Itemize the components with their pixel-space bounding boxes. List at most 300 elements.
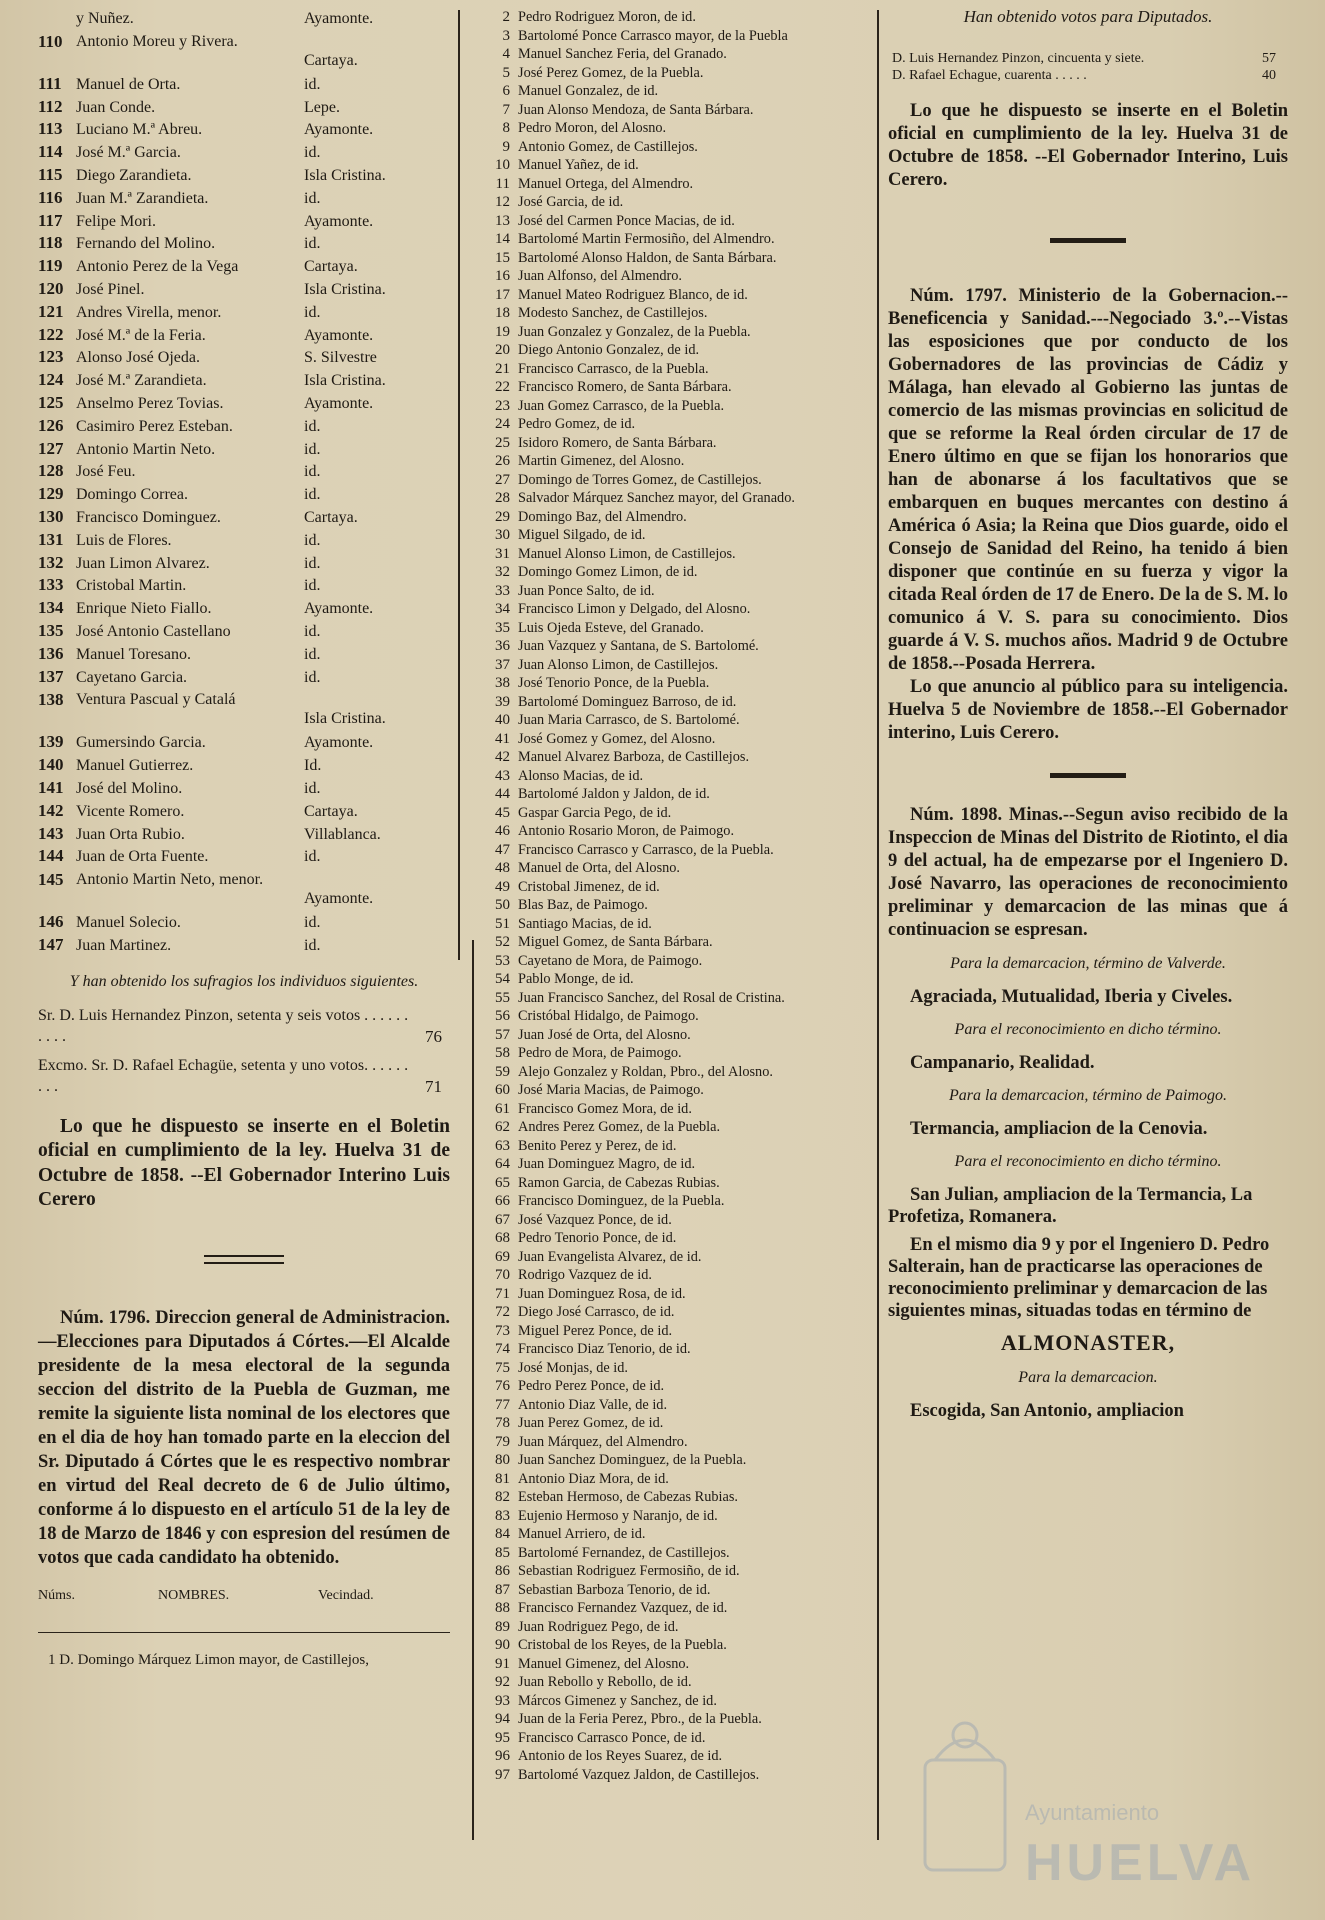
elector-number: 56 bbox=[495, 1008, 510, 1024]
elector-number: 113 bbox=[38, 119, 63, 139]
elector-name: Manuel Toresano. bbox=[76, 645, 191, 663]
elector-place: id. bbox=[304, 531, 321, 549]
elector-row bbox=[478, 970, 868, 989]
elector-number: 71 bbox=[495, 1285, 510, 1302]
elector-number: 36 bbox=[495, 638, 510, 654]
elector-number: 142 bbox=[38, 800, 64, 820]
elector-number: 137 bbox=[38, 666, 64, 686]
elector-entry: Antonio Diaz Mora, de id. bbox=[518, 1470, 669, 1487]
elector-row bbox=[38, 392, 450, 415]
elector-number: 135 bbox=[38, 620, 64, 640]
elector-row bbox=[478, 489, 868, 508]
elector-entry: Cristobal de los Reyes, de la Puebla. bbox=[518, 1637, 727, 1653]
elector-number: 53 bbox=[495, 952, 510, 969]
elector-number: 138 bbox=[38, 690, 64, 710]
elector-name: Antonio Moreu y Rivera. bbox=[76, 32, 238, 50]
elector-number: 120 bbox=[38, 278, 64, 298]
elector-number: 118 bbox=[38, 233, 63, 253]
elector-number: 4 bbox=[502, 46, 510, 62]
elector-row bbox=[478, 434, 868, 453]
elector-row bbox=[478, 323, 868, 342]
elector-number: 10 bbox=[495, 157, 510, 173]
elector-number: 131 bbox=[38, 529, 64, 549]
elector-number: 141 bbox=[38, 777, 64, 797]
elector-place: Cartaya. bbox=[304, 258, 358, 276]
elector-number: 39 bbox=[495, 693, 510, 710]
vote-text: D. Luis Hernandez Pinzon, cincuenta y siete. bbox=[892, 51, 1145, 66]
almonaster-heading: ALMONASTER, bbox=[1000, 1330, 1176, 1355]
elector-number: 126 bbox=[38, 415, 64, 435]
elector-row bbox=[478, 748, 868, 767]
elector-number: 128 bbox=[38, 461, 64, 481]
notice-public: Lo que anuncio al público para su inteligencia. Huelva 5 de Noviembre de 1858.--El Gobernador interino, Luis Cerero. bbox=[888, 677, 1288, 743]
elector-row bbox=[478, 1007, 868, 1026]
elector-number: 26 bbox=[495, 453, 510, 469]
elector-place: Isla Cristina. bbox=[304, 710, 386, 728]
first-entry: 1 D. Domingo Márquez Limon mayor, de Castillejos, bbox=[48, 1651, 370, 1668]
elector-row bbox=[478, 785, 868, 804]
elector-row bbox=[478, 1618, 868, 1637]
elector-name: Francisco Dominguez. bbox=[76, 508, 221, 526]
elector-entry: Pedro Rodriguez Moron, de id. bbox=[518, 9, 696, 25]
elector-number: 17 bbox=[495, 286, 510, 303]
elector-number: 132 bbox=[38, 552, 64, 572]
elector-row bbox=[478, 582, 868, 601]
elector-name: José M.ª Zarandieta. bbox=[76, 372, 207, 390]
elector-entry: Alonso Macias, de id. bbox=[518, 767, 644, 784]
elector-number: 97 bbox=[495, 1766, 510, 1783]
elector-place: id. bbox=[304, 577, 321, 595]
elector-name: Antonio Martin Neto. bbox=[76, 440, 216, 458]
elector-number: 68 bbox=[495, 1230, 510, 1246]
elector-number: 110 bbox=[38, 31, 63, 51]
elector-row bbox=[478, 804, 868, 823]
elector-entry: Juan José de Orta, del Alosno. bbox=[518, 1026, 691, 1043]
elector-entry: Martin Gimenez, del Alosno. bbox=[518, 453, 685, 469]
elector-row bbox=[478, 212, 868, 231]
elector-row bbox=[478, 1451, 868, 1470]
elector-entry: Pedro Moron, del Alosno. bbox=[518, 120, 667, 136]
vote-count: 40 bbox=[1262, 68, 1276, 83]
elector-number: 144 bbox=[38, 846, 64, 866]
elector-row bbox=[38, 529, 450, 552]
elector-number: 31 bbox=[495, 545, 510, 562]
elector-entry: Bartolomé Jaldon y Jaldon, de id. bbox=[518, 786, 710, 802]
elector-row bbox=[478, 1710, 868, 1729]
elector-entry: Juan Vazquez y Santana, de S. Bartolomé. bbox=[518, 638, 759, 654]
elector-name: Andres Virella, menor. bbox=[76, 303, 222, 321]
elector-number: 51 bbox=[495, 915, 510, 932]
elector-number: 134 bbox=[38, 598, 64, 618]
elector-row bbox=[478, 1248, 868, 1267]
elector-number: 21 bbox=[495, 360, 510, 377]
elector-number: 139 bbox=[38, 732, 64, 752]
elector-entry: Manuel Mateo Rodriguez Blanco, de id. bbox=[518, 286, 748, 303]
notice-1796: Núm. 1796. Direccion general de Administracion.—Elecciones para Diputados á Córtes.—El Alcalde presidente de la mesa electoral de la segunda seccion del distrito de la Puebla de Guzman, me remite la siguiente lista nominal de los electores que en el dia de hoy han tomado parte en la eleccion del Sr. Diputado á Córtes que le es respectivo nombrar en virtud del Real decreto de 6 de Julio último, conforme á lo dispuesto en el artículo 51 de la ley de 18 de Marzo de 1846 y con espresion del resúmen de votos que cada candidato ha obtenido. bbox=[38, 1307, 450, 1568]
elector-name: Manuel Gutierrez. bbox=[76, 757, 194, 775]
elector-number: 147 bbox=[38, 934, 64, 954]
elector-number: 54 bbox=[495, 971, 510, 987]
elector-entry: Diego José Carrasco, de id. bbox=[518, 1304, 675, 1320]
elector-number: 70 bbox=[495, 1267, 510, 1283]
elector-entry: Miguel Silgado, de id. bbox=[518, 527, 646, 543]
elector-row bbox=[478, 730, 868, 749]
elector-name: Juan Martinez. bbox=[76, 936, 172, 954]
elector-entry: Juan Sanchez Dominguez, de la Puebla. bbox=[518, 1452, 747, 1468]
elector-number: 67 bbox=[495, 1211, 510, 1228]
elector-entry: Benito Perez y Perez, de id. bbox=[518, 1137, 677, 1154]
elector-number: 64 bbox=[495, 1156, 510, 1172]
elector-row bbox=[38, 8, 450, 30]
elector-entry: José Garcia, de id. bbox=[518, 194, 624, 210]
elector-row bbox=[38, 574, 450, 597]
elector-number: 87 bbox=[495, 1581, 510, 1598]
elector-entry: Manuel Sanchez Feria, del Granado. bbox=[518, 46, 727, 62]
elector-number: 146 bbox=[38, 912, 64, 932]
elector-number: 6 bbox=[502, 83, 510, 99]
elector-entry: Cayetano de Mora, de Paimogo. bbox=[518, 952, 703, 969]
elector-number: 65 bbox=[495, 1174, 510, 1191]
elector-row bbox=[478, 1636, 868, 1655]
elector-entry: Francisco Limon y Delgado, del Alosno. bbox=[518, 601, 751, 617]
elector-row bbox=[38, 187, 450, 210]
mines-list: San Julian, ampliacion de la Termancia, La Profetiza, Romanera. bbox=[888, 1185, 1253, 1227]
elector-number: 74 bbox=[495, 1341, 510, 1357]
elector-place: id. bbox=[304, 779, 321, 797]
elector-entry: Sebastian Barboza Tenorio, de id. bbox=[518, 1581, 711, 1598]
elector-row bbox=[478, 896, 868, 915]
elector-row bbox=[38, 73, 450, 96]
elector-row bbox=[478, 193, 868, 212]
elector-row bbox=[38, 232, 450, 255]
watermark-text-1: Ayuntamiento bbox=[1025, 1800, 1160, 1825]
elector-row bbox=[478, 267, 868, 286]
elector-number: 5 bbox=[502, 64, 510, 81]
elector-name: Anselmo Perez Tovias. bbox=[76, 394, 224, 412]
elector-row bbox=[38, 934, 450, 957]
elector-row bbox=[478, 674, 868, 693]
elector-number: 60 bbox=[495, 1082, 510, 1098]
elector-number: 69 bbox=[495, 1248, 510, 1265]
elector-name: Felipe Mori. bbox=[76, 212, 156, 230]
elector-number: 92 bbox=[495, 1674, 510, 1690]
elector-row bbox=[38, 415, 450, 438]
elector-entry: Juan Alfonso, del Almendro. bbox=[518, 268, 683, 284]
elector-number: 57 bbox=[495, 1026, 510, 1043]
elector-entry: Antonio de los Reyes Suarez, de id. bbox=[518, 1748, 723, 1764]
elector-number: 75 bbox=[495, 1359, 510, 1376]
elector-row bbox=[38, 870, 450, 908]
watermark-text-2: HUELVA bbox=[1025, 1834, 1256, 1892]
elector-list-upper bbox=[38, 8, 450, 957]
elector-entry: Gaspar Garcia Pego, de id. bbox=[518, 804, 672, 821]
elector-number: 121 bbox=[38, 301, 64, 321]
elector-entry: Juan Márquez, del Almendro. bbox=[518, 1433, 688, 1450]
elector-number: 77 bbox=[495, 1396, 510, 1413]
elector-row bbox=[478, 1377, 868, 1396]
elector-number: 123 bbox=[38, 347, 64, 367]
elector-row bbox=[478, 1359, 868, 1378]
elector-row bbox=[478, 138, 868, 157]
elector-name: Juan M.ª Zarandieta. bbox=[76, 189, 209, 207]
elector-entry: Domingo Gomez Limon, de id. bbox=[518, 564, 698, 580]
elector-entry: José Vazquez Ponce, de id. bbox=[518, 1211, 672, 1228]
elector-number: 116 bbox=[38, 187, 63, 207]
elector-place: Ayamonte. bbox=[304, 394, 374, 412]
elector-name: Juan Conde. bbox=[76, 98, 156, 116]
elector-row bbox=[478, 915, 868, 934]
elector-row bbox=[38, 255, 450, 278]
elector-number: 41 bbox=[495, 730, 510, 747]
elector-name: José Pinel. bbox=[76, 280, 145, 298]
elector-row bbox=[38, 690, 450, 728]
elector-row bbox=[478, 1266, 868, 1285]
elector-row bbox=[478, 119, 868, 138]
vote-count: 71 bbox=[425, 1076, 442, 1096]
elector-place: id. bbox=[304, 144, 321, 162]
elector-row bbox=[478, 1414, 868, 1433]
elector-row bbox=[38, 483, 450, 506]
elector-entry: Manuel Alvarez Barboza, de Castillejos. bbox=[518, 749, 750, 765]
elector-name: Vicente Romero. bbox=[76, 802, 185, 820]
elector-entry: Pedro Perez Ponce, de id. bbox=[518, 1378, 665, 1394]
elector-row bbox=[478, 563, 868, 582]
elector-number: 37 bbox=[495, 656, 510, 673]
elector-number: 112 bbox=[38, 96, 63, 116]
elector-entry: José Maria Macias, de Paimogo. bbox=[518, 1082, 704, 1098]
elector-place: Isla Cristina. bbox=[304, 280, 386, 298]
elector-row bbox=[478, 619, 868, 638]
elector-name: Gumersindo Garcia. bbox=[76, 734, 206, 752]
elector-entry: Francisco Gomez Mora, de id. bbox=[518, 1100, 692, 1117]
column-left bbox=[38, 8, 450, 1670]
mines-list: Termancia, ampliacion de la Cenovia. bbox=[910, 1119, 1208, 1139]
elector-number: 14 bbox=[495, 231, 510, 247]
elector-number: 24 bbox=[495, 416, 510, 432]
elector-row bbox=[478, 859, 868, 878]
elector-number: 40 bbox=[495, 712, 510, 728]
elector-entry: Juan Evangelista Alvarez, de id. bbox=[518, 1248, 702, 1265]
elector-number: 15 bbox=[495, 249, 510, 266]
elector-row bbox=[478, 508, 868, 527]
elector-number: 3 bbox=[502, 27, 510, 44]
official-notice: Lo que he dispuesto se inserte en el Boletin oficial en cumplimiento de la ley. Huelva 31 de Octubre de 1858. --El Gobernador Interino Luis Cerero bbox=[38, 1115, 450, 1211]
elector-row bbox=[478, 1729, 868, 1748]
vote-text: Sr. D. Luis Hernandez Pinzon, setenta y seis votos . . . . . . . . . . bbox=[38, 1006, 409, 1045]
elector-row bbox=[478, 878, 868, 897]
elector-row bbox=[478, 526, 868, 545]
elector-name: Diego Zarandieta. bbox=[76, 166, 192, 184]
elector-row bbox=[478, 656, 868, 675]
vote-line-pinzon bbox=[38, 1005, 450, 1047]
elector-name: José M.ª de la Feria. bbox=[76, 326, 206, 344]
table-header bbox=[38, 1588, 450, 1604]
elector-number: 29 bbox=[495, 508, 510, 525]
elector-row bbox=[38, 278, 450, 301]
elector-entry: Juan Maria Carrasco, de S. Bartolomé. bbox=[518, 712, 740, 728]
elector-number: 78 bbox=[495, 1415, 510, 1431]
vote-text: D. Rafael Echague, cuarenta . . . . . bbox=[892, 68, 1087, 83]
elector-number: 122 bbox=[38, 324, 64, 344]
elector-row bbox=[38, 620, 450, 643]
elector-entry: Santiago Macias, de id. bbox=[518, 915, 652, 932]
elector-entry: Ramon Garcia, de Cabezas Rubias. bbox=[518, 1174, 720, 1191]
elector-number: 50 bbox=[495, 897, 510, 913]
elector-entry: Bartolomé Martin Fermosiño, del Almendro. bbox=[518, 231, 775, 247]
header-names: NOMBRES. bbox=[158, 1587, 230, 1603]
elector-entry: Manuel Gonzalez, de id. bbox=[518, 83, 659, 99]
elector-place: id. bbox=[304, 645, 321, 663]
elector-row bbox=[478, 933, 868, 952]
elector-row bbox=[38, 552, 450, 575]
elector-entry: Blas Baz, de Paimogo. bbox=[518, 897, 648, 913]
elector-number: 82 bbox=[495, 1489, 510, 1505]
elector-row bbox=[38, 118, 450, 141]
elector-entry: Manuel Gimenez, del Alosno. bbox=[518, 1655, 690, 1672]
official-notice: Lo que he dispuesto se inserte en el Boletin oficial en cumplimiento de la ley. Huelva 31 de Octubre de 1858. --El Gobernador Interino, Luis Cerero. bbox=[888, 101, 1288, 190]
elector-entry: Cristobal Jimenez, de id. bbox=[518, 878, 660, 895]
elector-entry: Pablo Monge, de id. bbox=[518, 971, 634, 987]
elector-row bbox=[478, 175, 868, 194]
elector-row bbox=[478, 545, 868, 564]
vote-line-pinzon bbox=[888, 50, 1288, 67]
elector-place: Ayamonte. bbox=[304, 326, 374, 344]
elector-row bbox=[478, 1673, 868, 1692]
elector-number: 88 bbox=[495, 1600, 510, 1616]
elector-name: y Nuñez. bbox=[76, 10, 134, 27]
elector-entry: Miguel Gomez, de Santa Bárbara. bbox=[518, 934, 713, 950]
elector-number: 23 bbox=[495, 397, 510, 414]
elector-row bbox=[478, 952, 868, 971]
elector-entry: Cristóbal Hidalgo, de Paimogo. bbox=[518, 1008, 699, 1024]
section-separator bbox=[1050, 238, 1126, 243]
elector-row bbox=[478, 1766, 868, 1785]
elector-number: 66 bbox=[495, 1193, 510, 1209]
elector-number: 27 bbox=[495, 471, 510, 488]
elector-place: id. bbox=[304, 75, 321, 93]
elector-number: 63 bbox=[495, 1137, 510, 1154]
elector-row bbox=[38, 301, 450, 324]
elector-row bbox=[38, 164, 450, 187]
notice-1797: Núm. 1797. Ministerio de la Gobernacion.--Beneficencia y Sanidad.---Negociado 3.º.--Vistas las esposiciones que por conducto de los Gobernadores de las provincias de Cádiz y Málaga, han elevado al Gobierno las juntas de comercio de las mismas provincias en solicitud de que se reforme la Real órden circular de 17 de Enero último en que se fijan los honorarios que han de abonarse á los facultativos que se embarquen en buques mercantes con destino á América ó Asia; la Reina que Dios guarde, oido el Consejo de Sanidad del Reino, ha tenido á bien disponer que continúe en su fuerza y vigor la citada Real órden de 17 de Enero. De la de S. M. lo comunico á V. S. para su conocimiento. Dios guarde á V. S. muchos años. Madrid 9 de Octubre de 1858.--Posada Herrera. bbox=[888, 286, 1288, 674]
elector-name: Casimiro Perez Esteban. bbox=[76, 417, 233, 435]
elector-number: 22 bbox=[495, 379, 510, 395]
elector-row bbox=[38, 643, 450, 666]
vote-text: Excmo. Sr. D. Rafael Echagüe, setenta y uno votos. . . . . . . . . bbox=[38, 1056, 409, 1095]
elector-row bbox=[478, 8, 868, 27]
elector-place: Id. bbox=[304, 757, 322, 775]
elector-number: 55 bbox=[495, 989, 510, 1006]
elector-row bbox=[478, 1599, 868, 1618]
elector-row bbox=[478, 600, 868, 619]
elector-entry: Pedro de Mora, de Paimogo. bbox=[518, 1045, 682, 1061]
elector-entry: Eujenio Hermoso y Naranjo, de id. bbox=[518, 1507, 718, 1524]
elector-row bbox=[38, 141, 450, 164]
elector-place: Ayamonte. bbox=[304, 121, 374, 139]
elector-number: 28 bbox=[495, 490, 510, 506]
elector-number: 114 bbox=[38, 142, 63, 162]
elector-number: 81 bbox=[495, 1470, 510, 1487]
italic-heading: Para el reconocimiento en dicho término. bbox=[954, 1153, 1222, 1170]
elector-row bbox=[38, 438, 450, 461]
elector-row bbox=[478, 156, 868, 175]
elector-place: id. bbox=[304, 848, 321, 866]
elector-name: Luis de Flores. bbox=[76, 531, 172, 549]
elector-row bbox=[478, 286, 868, 305]
elector-place: id. bbox=[304, 622, 321, 640]
elector-entry: Bartolomé Alonso Haldon, de Santa Bárbara. bbox=[518, 249, 777, 266]
elector-entry: Juan de la Feria Perez, Pbro., de la Puebla. bbox=[518, 1711, 762, 1727]
elector-place: Villablanca. bbox=[304, 825, 381, 843]
elector-number: 33 bbox=[495, 582, 510, 599]
elector-number: 111 bbox=[38, 73, 62, 93]
elector-place: Cartaya. bbox=[304, 51, 358, 69]
elector-entry: Antonio Gomez, de Castillejos. bbox=[518, 138, 698, 155]
elector-row bbox=[38, 96, 450, 119]
elector-row bbox=[478, 1137, 868, 1156]
elector-name: Fernando del Molino. bbox=[76, 235, 216, 253]
elector-entry: Francisco Carrasco, de la Puebla. bbox=[518, 360, 709, 377]
elector-entry: Andres Perez Gomez, de la Puebla. bbox=[518, 1119, 721, 1135]
elector-number: 11 bbox=[495, 175, 510, 192]
elector-number: 59 bbox=[495, 1063, 510, 1080]
elector-number: 124 bbox=[38, 370, 64, 390]
elector-row bbox=[478, 1747, 868, 1766]
elector-place: id. bbox=[304, 554, 321, 572]
elector-row bbox=[478, 1211, 868, 1230]
italic-heading: Para el reconocimiento en dicho término. bbox=[954, 1021, 1222, 1038]
elector-row bbox=[478, 82, 868, 101]
elector-number: 45 bbox=[495, 804, 510, 821]
column-rule-1b bbox=[472, 940, 474, 1840]
elector-name: José Feu. bbox=[76, 463, 136, 481]
elector-name: Domingo Correa. bbox=[76, 486, 188, 504]
elector-row bbox=[478, 1044, 868, 1063]
elector-row bbox=[478, 1118, 868, 1137]
elector-number: 96 bbox=[495, 1748, 510, 1764]
elector-place: Cartaya. bbox=[304, 802, 358, 820]
elector-row bbox=[478, 1488, 868, 1507]
elector-row bbox=[38, 597, 450, 620]
elector-place: id. bbox=[304, 235, 321, 253]
elector-row bbox=[478, 1525, 868, 1544]
mines-list: Campanario, Realidad. bbox=[910, 1053, 1095, 1073]
elector-name: Ventura Pascual y Catalá bbox=[76, 691, 236, 709]
elector-number: 49 bbox=[495, 878, 510, 895]
elector-name: Luciano M.ª Abreu. bbox=[76, 121, 203, 139]
elector-number: 16 bbox=[495, 268, 510, 284]
elector-place: id. bbox=[304, 463, 321, 481]
elector-place: id. bbox=[304, 440, 321, 458]
elector-number: 73 bbox=[495, 1322, 510, 1339]
elector-row bbox=[478, 693, 868, 712]
notice-1898: Núm. 1898. Minas.--Segun aviso recibido de la Inspeccion de Minas del Distrito de Riotinto, el dia 9 del actual, ha de empezarse por el Ingeniero D. José Navarro, las operaciones de reconocimiento preliminar y demarcacion de las minas que á continuacion se espresan. bbox=[888, 805, 1288, 940]
column-middle bbox=[478, 8, 868, 1784]
elector-row bbox=[478, 1229, 868, 1248]
elector-entry: Alejo Gonzalez y Roldan, Pbro., del Alosno. bbox=[518, 1063, 773, 1080]
suffrage-heading: Y han obtenido los sufragios los individuos siguientes. bbox=[69, 972, 419, 990]
elector-place: Cartaya. bbox=[304, 508, 358, 526]
elector-place: id. bbox=[304, 303, 321, 321]
elector-place: Ayamonte. bbox=[304, 600, 374, 618]
elector-name: Manuel de Orta. bbox=[76, 75, 181, 93]
elector-name: Juan Limon Alvarez. bbox=[76, 554, 210, 572]
elector-row bbox=[478, 304, 868, 323]
elector-number: 130 bbox=[38, 506, 64, 526]
elector-entry: Francisco Romero, de Santa Bárbara. bbox=[518, 379, 732, 395]
elector-row bbox=[38, 210, 450, 233]
elector-entry: Domingo Baz, del Almendro. bbox=[518, 508, 687, 525]
